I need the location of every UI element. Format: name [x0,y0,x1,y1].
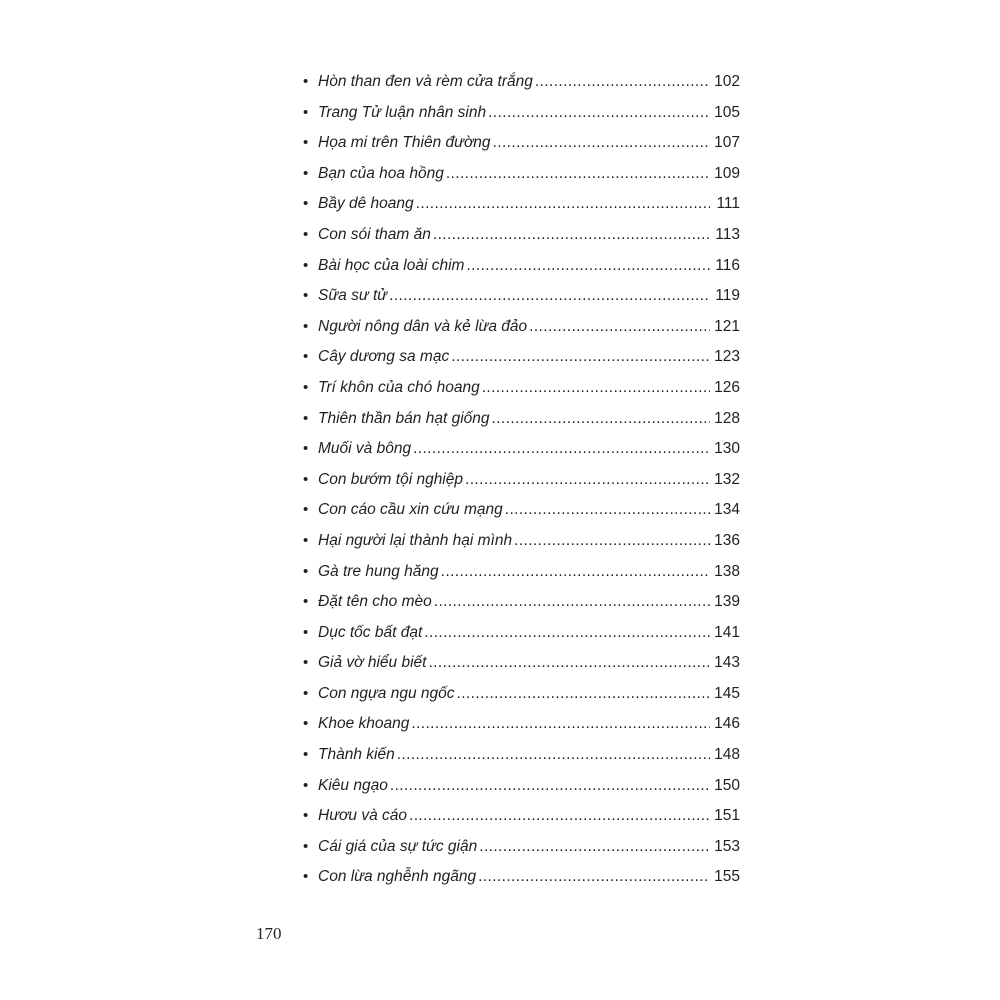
toc-entry [303,532,740,563]
dot-leader [488,104,710,122]
toc-entry [303,624,740,655]
dot-leader [451,348,710,366]
toc-entry [303,104,740,135]
toc-entry [303,746,740,777]
entry-page-number: 107 [714,134,740,152]
page-number: 170 [256,924,282,943]
entry-page-number: 146 [714,715,740,733]
dot-leader [478,868,710,886]
dot-leader [424,624,710,642]
entry-title: Thiên thần bán hạt giống [318,409,490,427]
entry-title: Cây dương sa mạc [318,348,450,366]
entry-title: Dục tốc bất đạt [318,623,423,641]
dot-leader [479,838,710,856]
entry-page-number: 119 [715,287,740,305]
entry-title: Bạn của hoa hồng [318,164,444,182]
entry-page-number: 109 [714,164,740,182]
toc-entry [303,348,740,379]
dot-leader [390,777,710,795]
entry-page-number: 143 [714,654,740,672]
bullet-icon: • [303,776,309,794]
bullet-icon: • [303,440,309,458]
bullet-icon: • [303,715,309,733]
bullet-icon: • [303,623,309,641]
entry-page-number: 148 [714,746,740,764]
entry-page-number: 132 [714,470,740,488]
dot-leader [409,807,710,825]
toc-entry [303,838,740,869]
dot-leader [416,195,710,213]
bullet-icon: • [303,593,309,611]
bullet-icon: • [303,164,309,182]
entry-page-number: 155 [714,868,740,886]
entry-title: Kiêu ngạo [318,776,388,794]
bullet-icon: • [303,531,309,549]
entry-title: Con sói tham ăn [318,225,431,243]
entry-title: Muối và bông [318,440,412,458]
toc-entry [303,654,740,685]
entry-title: Thành kiến [318,746,395,764]
toc-entry [303,440,740,471]
bullet-icon: • [303,195,309,213]
dot-leader [397,746,710,764]
entry-page-number: 111 [716,195,740,213]
entry-page-number: 153 [714,837,740,855]
entry-page-number: 105 [714,103,740,121]
toc-entry [303,593,740,624]
bullet-icon: • [303,348,309,366]
entry-title: Trang Tử luận nhân sinh [318,103,487,121]
dot-leader [457,685,710,703]
toc-entry [303,195,740,226]
entry-title: Khoe khoang [318,715,410,733]
toc-entry [303,868,740,899]
entry-title: Đặt tên cho mèo [318,593,432,611]
entry-title: Người nông dân và kẻ lừa đảo [318,317,528,335]
dot-leader [505,501,710,519]
entry-page-number: 102 [714,73,740,90]
dot-leader [465,471,710,489]
bullet-icon: • [303,225,309,243]
entry-page-number: 136 [714,531,740,549]
toc-entry [303,501,740,532]
dot-leader [529,318,710,336]
bullet-icon: • [303,684,309,702]
entry-page-number: 123 [714,348,740,366]
dot-leader [492,410,711,428]
dot-leader [433,226,710,244]
bullet-icon: • [303,837,309,855]
dot-leader [466,257,710,275]
entry-page-number: 151 [714,807,740,825]
entry-page-number: 134 [714,501,740,519]
toc-entry [303,318,740,349]
entry-title: Hươu và cáo [318,807,407,825]
toc-entry [303,410,740,441]
dot-leader [446,165,710,183]
bullet-icon: • [303,256,309,274]
toc-entry [303,226,740,257]
dot-leader [482,379,710,397]
entry-title: Gà tre hung hăng [318,562,439,580]
entry-title: Bầy dê hoang [318,195,414,213]
entry-title: Họa mi trên Thiên đường [318,134,491,152]
entry-page-number: 113 [715,225,740,243]
entry-title: Hòn than đen và rèm cửa trắng [318,73,533,90]
bullet-icon: • [303,134,309,152]
toc-entry [303,471,740,502]
bullet-icon: • [303,378,309,396]
entry-title: Trí khôn của chó hoang [318,378,480,396]
entry-page-number: 139 [714,593,740,611]
bullet-icon: • [303,562,309,580]
entry-page-number: 128 [714,409,740,427]
dot-leader [434,593,710,611]
entry-title: Con lừa nghễnh ngãng [318,868,477,886]
entry-page-number: 116 [715,256,740,274]
entry-title: Bài học của loài chim [318,256,465,274]
dot-leader [389,287,710,305]
entry-page-number: 141 [714,623,740,641]
toc-entry [303,134,740,165]
bullet-icon: • [303,409,309,427]
entry-title: Cái giá của sự tức giận [318,837,478,855]
entry-page-number: 121 [714,317,740,335]
bullet-icon: • [303,654,309,672]
toc-entry [303,257,740,288]
entry-title: Con cáo cầu xin cứu mạng [318,501,503,519]
bullet-icon: • [303,470,309,488]
entry-title: Hại người lại thành hại mình [318,531,513,549]
entry-page-number: 150 [714,776,740,794]
toc-entry [303,379,740,410]
toc-entry [303,777,740,808]
toc-entry [303,287,740,318]
entry-page-number: 145 [714,684,740,702]
entry-title: Giả vờ hiểu biết [318,654,427,672]
bullet-icon: • [303,746,309,764]
toc-entry [303,685,740,716]
bullet-icon: • [303,103,309,121]
bullet-icon: • [303,317,309,335]
table-of-contents [303,73,740,899]
entry-title: Con ngựa ngu ngốc [318,684,455,702]
bullet-icon: • [303,868,309,886]
bullet-icon: • [303,287,309,305]
toc-entry [303,715,740,746]
toc-entry [303,563,740,594]
dot-leader [411,715,710,733]
bullet-icon: • [303,807,309,825]
toc-entry [303,807,740,838]
dot-leader [493,134,710,152]
toc-entry [303,73,740,104]
entry-page-number: 126 [714,378,740,396]
dot-leader [428,654,710,672]
entry-title: Con bướm tội nghiệp [318,470,463,488]
dot-leader [514,532,710,550]
entry-page-number: 138 [714,562,740,580]
dot-leader [535,73,710,91]
bullet-icon: • [303,501,309,519]
entry-title: Sữa sư tử [318,287,388,305]
toc-entry [303,165,740,196]
dot-leader [413,440,710,458]
bullet-icon: • [303,73,309,90]
entry-page-number: 130 [714,440,740,458]
dot-leader [441,563,710,581]
